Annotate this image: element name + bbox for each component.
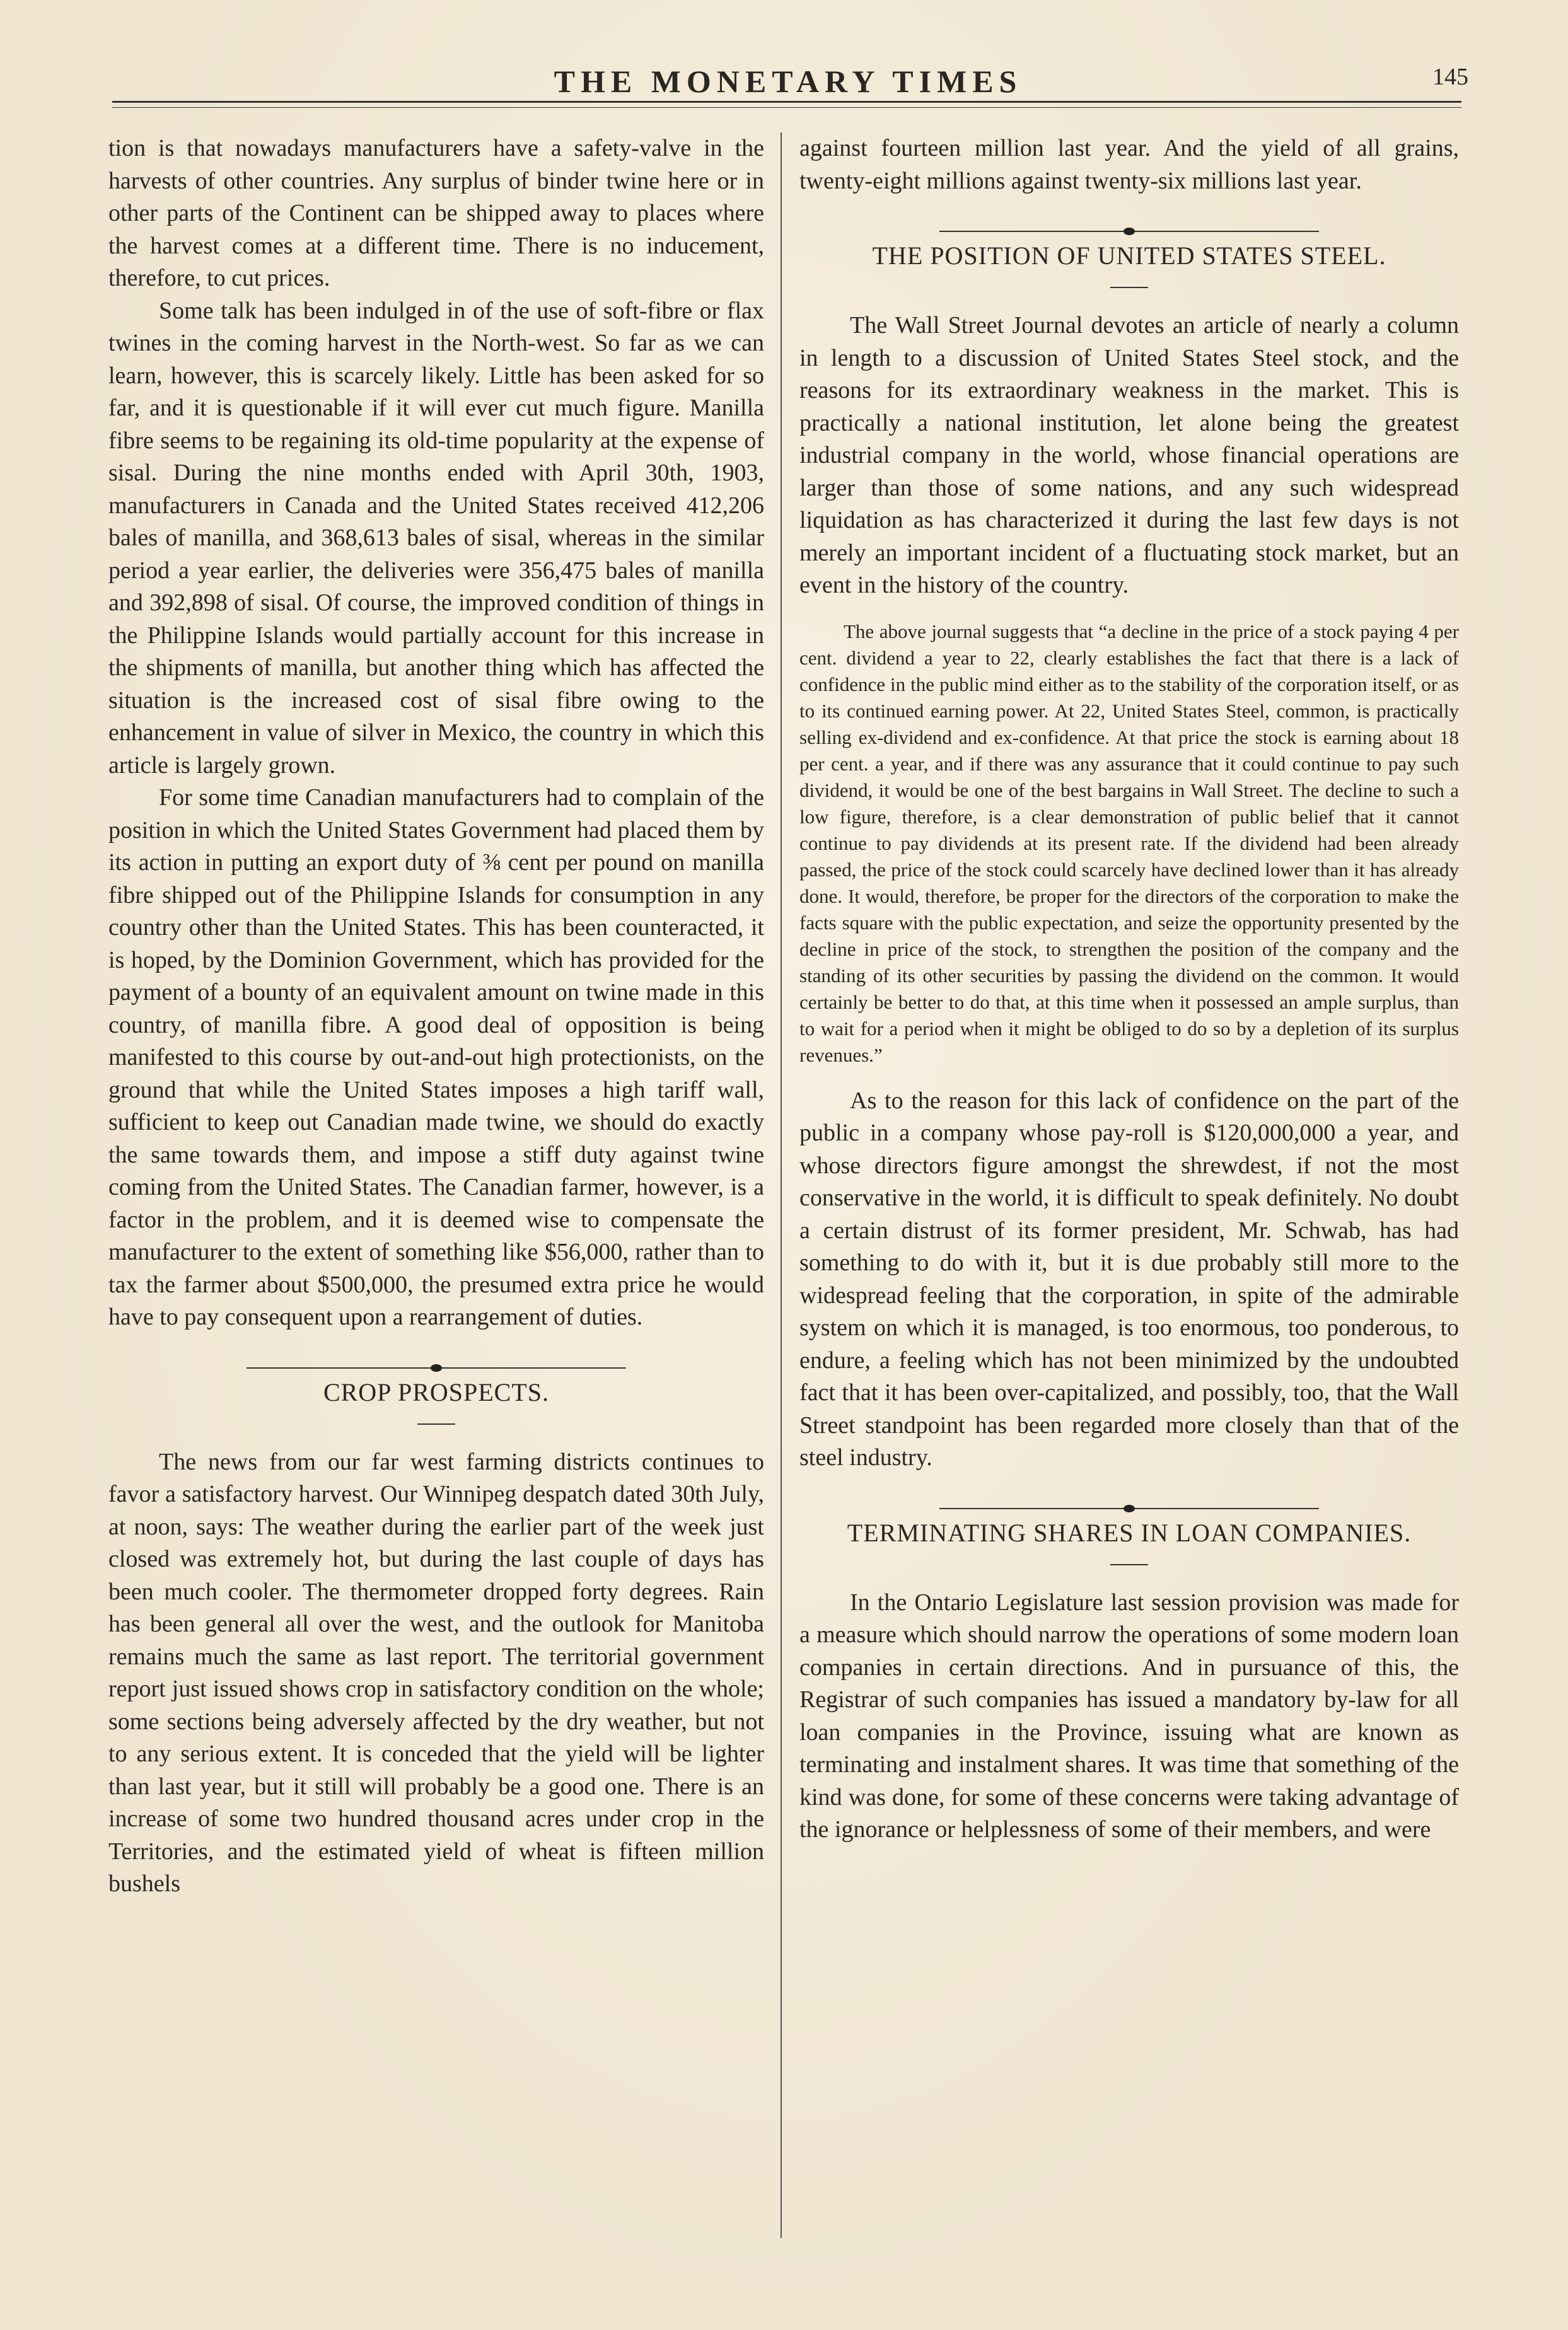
right-column [799, 132, 1459, 1846]
section-ornament [799, 1491, 1459, 1500]
article-paragraph: In the Ontario Legislature last session provision was made for a measure which should narrow the operations of some modern loan companies in certain directions. And in pursuance of this, the Registrar of such companies has issued a mandatory by-law for all loan companies in the Province, issuing what are known as terminating and instalment shares. It was time that something of the kind was done, for some of these concerns were taking advantage of the ignorance or helplessness of some of their members, and were [799, 1589, 1459, 1843]
article-paragraph: The Wall Street Journal devotes an article of nearly a column in length to a discussion of United States Steel stock, and the reasons for its extraordinary weakness in the market. This is practically a national institution, let alone being the greatest industrial company in the world, whose financial operations are larger than those of some nations, and any such widespread liquidation as has characterized it during the last few days is not merely an important incident of a fluctuating stock market, but an event in the history of the country. [799, 312, 1459, 598]
heading-us-steel: THE POSITION OF UNITED STATES STEEL. [872, 241, 1386, 270]
page-number: 145 [1432, 64, 1468, 90]
heading-crop-prospects: CROP PROSPECTS. [323, 1377, 550, 1406]
article-paragraph: As to the reason for this lack of confidence on the part of the public in a company whose pay-roll is $120,000,000 a year, and whose directors figure amongst the shrewdest, if not the most conservative in the world, it is difficult to speak definitely. No doubt a certain distrust of its former president, Mr. Schwab, has had something to do with it, but it is due probably still more to the widespread feeling that the corporation, in spite of the admirable system on which it is managed, is too enormous, too ponderous, to endure, a feeling which has not been minimized by the undoubted fact that it has been over-capitalized, and possibly, too, that the Wall Street standpoint has been regarded more closely than that of the steel industry. [799, 1087, 1459, 1471]
article-paragraph: tion is that nowadays manufacturers have a safety-valve in the harvests of other countries. Any surplus of binder twine here or in other parts of the Continent can be shipped away to places where the harvest comes at a different time. There is no inducement, therefore, to cut prices. [108, 135, 764, 291]
column-divider [781, 132, 782, 2238]
heading-rule [417, 1423, 455, 1425]
article-paragraph: For some time Canadian manufacturers had to complain of the position in which the United States Government had placed them by its action in putting an export duty of ⅜ cent per pound on manilla fibre shipped out of the Philippine Islands for consumption in any country other than the United States. This has been counteracted, it is hoped, by the Dominion Government, which has provided for the payment of a bounty of an equivalent amount on twine made in this country, of manilla fibre. A good deal of opposition is being manifested to this course by out-and-out high protectionists, on the ground that while the United States imposes a high tariff wall, sufficient to keep out Canadian made twine, we should do exactly the same towards them, and impose a stiff duty against twine coming from the United States. The Canadian farmer, however, is a factor in the problem, and it is deemed wise to compensate the manufacturer to the extent of something like $56,000, rather than to tax the farmer about $500,000, the presumed extra price he would have to pay consequent upon a rearrangement of duties. [108, 784, 764, 1330]
heading-rule [1110, 1564, 1148, 1565]
heading-terminating-shares: TERMINATING SHARES IN LOAN COMPANIES. [847, 1518, 1412, 1547]
section-ornament [799, 214, 1459, 223]
left-column [108, 132, 764, 1901]
quoted-excerpt [799, 618, 1459, 1069]
heading-rule [1110, 287, 1148, 288]
article-paragraph: The news from our far west farming districts continues to favor a satisfactory harvest. Our Winnipeg despatch dated 30th July, at noon, says: The weather during the earlier part of the week just closed was extremely hot, but during the last couple of days has been much cooler. The thermometer dropped forty degrees. Rain has been general all over the west, and the outlook for Manitoba remains much the same as last report. The territorial government report just issued shows crop in satisfactory condition on the whole; some sections being adversely affected by the dry weather, but not to any serious extent. It is conceded that the yield will be lighter than last year, but it still will probably be a good one. There is an increase of some two hundred thousand acres under crop in the Territories, and the estimated yield of wheat is fifteen million bushels [108, 1448, 764, 1897]
quote-paragraph: The above journal suggests that “a decline in the price of a stock paying 4 per cent. dividend a year to 22, clearly establishes the fact that there is a lack of confidence in the public mind either as to the stability of the corporation itself, or as to its continued earning power. At 22, United States Steel, common, is practically selling ex-dividend and ex-confidence. At that price the stock is earning about 18 per cent. a year, and if there was any assurance that it could continue to pay such dividend, it would be one of the best bargains in Wall Street. The decline to such a low figure, therefore, is a clear demonstration of public belief that it cannot continue to pay dividends at its present rate. If the dividend had been already passed, the price of the stock could scarcely have declined lower than it has already done. It would, therefore, be proper for the directors of the corporation to make the facts square with the public expectation, and seize the opportunity presented by the decline in price of the stock, to strengthen the position of the company and the standing of its other securities by passing the dividend on the common. It would certainly be better to do that, at this time when it possessed an ample surplus, than to wait for a period when it might be obliged to do so by a depletion of its surplus revenues.” [799, 620, 1459, 1066]
section-ornament [108, 1350, 764, 1359]
article-paragraph: against fourteen million last year. And the yield of all grains, twenty-eight millions against twenty-six millions last year. [799, 135, 1459, 194]
header-rule [112, 101, 1461, 103]
article-paragraph: Some talk has been indulged in of the use of soft-fibre or flax twines in the coming harvest in the North-west. So far as we can learn, however, this is scarcely likely. Little has been asked for so far, and it is questionable if it will ever cut much figure. Manilla fibre seems to be regaining its old-time popularity at the expense of sisal. During the nine months ended with April 30th, 1903, manufacturers in Canada and the United States received 412,206 bales of manilla, and 368,613 bales of sisal, whereas in the similar period a year earlier, the deliveries were 356,475 bales of manilla and 392,898 of sisal. Of course, the improved condition of things in the Philippine Islands would partially account for this increase in the shipments of manilla, but another thing which has affected the situation is the increased cost of sisal fibre owing to the enhancement in value of silver in Mexico, the country in which this article is largely grown. [108, 297, 764, 779]
masthead: THE MONETARY TIMES [554, 64, 1023, 99]
header-rule-thin [112, 107, 1461, 108]
